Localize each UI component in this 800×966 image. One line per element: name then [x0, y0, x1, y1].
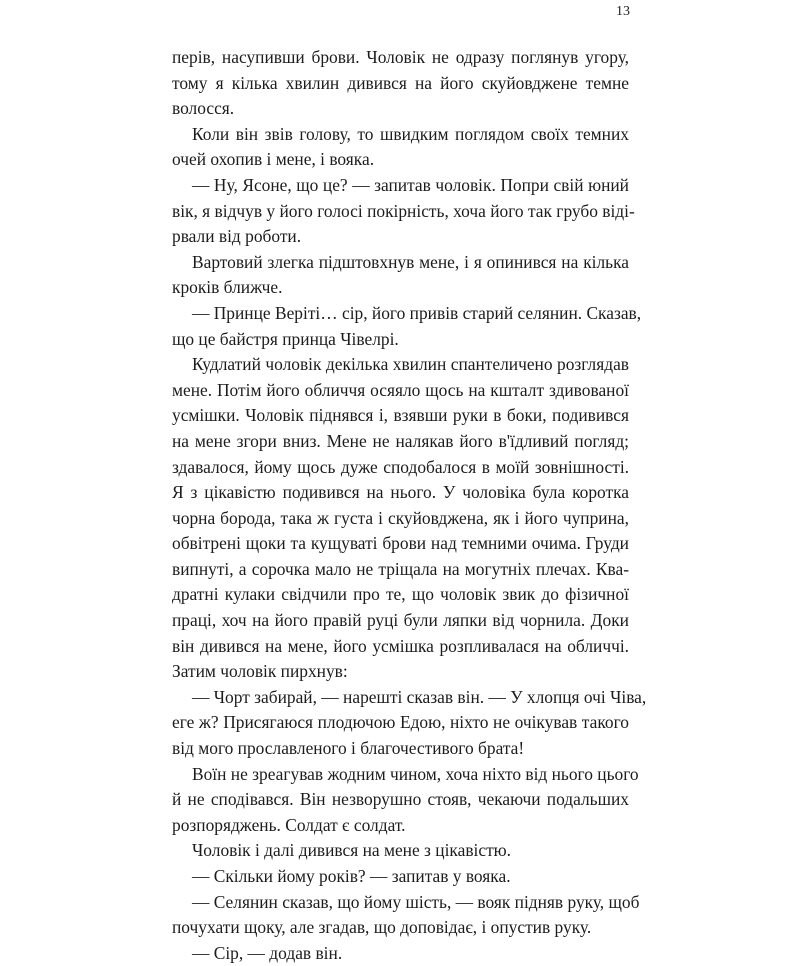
text-line: очей охопив і мене, і вояка.	[172, 149, 375, 170]
text-line: — Селянин сказав, що йому шість, — вояк підняв руку, щоб	[192, 891, 640, 912]
text-line: Коли він звів голову, то швидким поглядом своїх темних	[192, 123, 629, 144]
text-line: — Ну, Ясоне, що це? — запитав чоловік. Попри свій юний	[192, 174, 629, 195]
text-line: він дивився на мене, його усмішка розпливалася на обличчі.	[172, 635, 629, 656]
page-text	[172, 45, 647, 966]
text-line: тому я кілька хвилин дивився на його скуйовджене темне	[172, 72, 629, 93]
text-line: волосся.	[172, 98, 235, 119]
text-line: еге ж? Присягаюся плодючою Едою, ніхто не очікував такого	[172, 712, 629, 733]
text-line: Вартовий злегка підштовхнув мене, і я опинився на кілька	[192, 251, 629, 272]
text-line: дратні кулаки свідчили про те, що чоловік звик до фізичної	[172, 584, 629, 605]
text-line: Кудлатий чоловік декілька хвилин спантеличено розглядав	[192, 354, 629, 375]
text-line: й не сподівався. Він незворушно стояв, чекаючи подальших	[172, 789, 629, 810]
text-line: Воїн не зреагував жодним чином, хоча ніхто від нього цього	[192, 763, 639, 784]
text-line: що це байстря принца Чівелрі.	[172, 328, 399, 349]
text-line: Затим чоловік пирхнув:	[172, 661, 348, 682]
text-line: чорна борода, така ж густа і скуйовджена, як і його чуприна,	[172, 507, 629, 528]
text-line: почухати щоку, але згадав, що доповідає, і опустив руку.	[172, 917, 592, 938]
text-line: — Скільки йому років? — запитав у вояка.	[192, 866, 511, 886]
text-line: — Принце Веріті… сір, його привів старий селянин. Сказав,	[192, 302, 642, 323]
text-line: обвітрені щоки та кущуваті брови над темними очима. Груди	[172, 533, 629, 554]
text-line: вік, я відчув у його голосі покірність, хоча його так грубо віді-	[172, 200, 635, 221]
text-line: усмішки. Чоловік піднявся і, взявши руки в боки, подивився	[172, 405, 629, 426]
page-number: 13	[616, 4, 630, 19]
text-line: перів, насупивши брови. Чоловік не одразу поглянув угору,	[172, 47, 629, 67]
text-line: випнуті, а сорочка мало не тріщала на могутніх плечах. Ква-	[172, 558, 629, 579]
text-line: — Сір, — додав він.	[192, 942, 343, 963]
text-line: рвали від роботи.	[172, 226, 302, 247]
text-line: на мене згори вниз. Мене не налякав його в'їдливий погляд;	[172, 430, 629, 451]
text-line: праці, хоч на його правій руці були ляпки від чорнила. Доки	[172, 610, 629, 631]
text-line: здавалося, йому щось дуже сподобалося в моїй зовнішності.	[172, 456, 629, 477]
text-line: кроків ближче.	[172, 277, 283, 298]
text-line: Я з цікавістю подивився на нього. У чоловіка була коротка	[172, 482, 629, 503]
text-line: Чоловік і далі дивився на мене з цікавістю.	[192, 840, 512, 861]
text-line: мене. Потім його обличчя осяяло щось на кшталт здивованої	[172, 379, 629, 400]
text-line: — Чорт забирай, — нарешті сказав він. — У хлопця очі Чіва,	[192, 686, 647, 707]
text-line: розпоряджень. Солдат є солдат.	[172, 814, 406, 835]
text-line: від мого прославленого і благочестивого брата!	[172, 738, 525, 759]
